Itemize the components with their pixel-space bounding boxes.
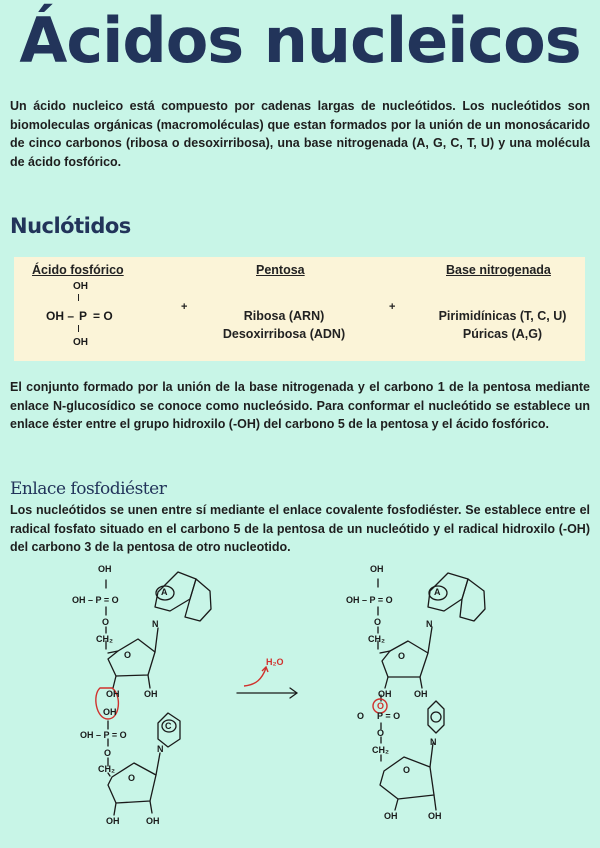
base-a-label: A <box>161 587 168 597</box>
right-oh-2: OH <box>378 689 392 699</box>
section-heading-fosfodiester: Enlace fosfodiéster <box>10 479 167 499</box>
left-ring-o: O <box>124 650 132 660</box>
formula-p: P <box>79 309 88 323</box>
formula-bond-bottom <box>78 325 79 332</box>
left-oh-2: OH <box>144 689 158 699</box>
base-pirimidinicas: Pirimidínicas (T, C, U) <box>438 309 567 323</box>
page-title: Ácidos nucleicos <box>19 4 581 77</box>
right-n-2: N <box>430 737 437 747</box>
right-ch2-2: CH₂ <box>372 745 389 755</box>
right-o-highlight: O <box>377 701 385 711</box>
section-heading-nucleotidos: Nuclótidos <box>10 214 131 238</box>
left-n-2: N <box>157 744 164 754</box>
right-ch2: CH₂ <box>368 634 385 644</box>
pentosa-list <box>210 307 358 343</box>
formula-oh-left: OH – <box>46 309 75 323</box>
left-oh-highlight: OH <box>103 707 117 717</box>
left-ch2: CH₂ <box>96 634 113 644</box>
left-ring-o-2: O <box>128 773 136 783</box>
right-n: N <box>426 619 433 629</box>
right-o-2: O <box>377 728 385 738</box>
right-o-left: O <box>357 711 365 721</box>
fosfodiester-paragraph: Los nucleótidos se unen entre sí mediante el enlace covalente fosfodiéster. Se establece entre el radical fosfato situado en el carbono 5 de la pentosa de un nucleótido y el radical hidroxilo (-OH) del carbono 3 de la pentosa de otro nucleotido. <box>10 503 590 554</box>
left-ch2-2: CH₂ <box>98 764 115 774</box>
formula-oh-bottom: OH <box>73 337 88 348</box>
right-oh-p-eq-o: OH – P = O <box>346 595 393 605</box>
bases-list <box>420 307 585 343</box>
right-o: O <box>374 617 382 627</box>
base-c-label: C <box>165 721 172 731</box>
left-oh-5: OH <box>146 816 160 826</box>
intro-paragraph: Un ácido nucleico está compuesto por cadenas largas de nucleótidos. Los nucleótidos son biomoleculas orgánicas (macromoléculas) que estan formados por la unión de un monosácarido de cinco carbonos (ribosa o desoxirribosa), una base nitrogenada (A, G, C, T, U) y una molécula de ácido fosfórico. <box>10 99 590 169</box>
left-oh-p-eq-o: OH – P = O <box>72 595 119 605</box>
pentosa-desoxirribosa: Desoxirribosa (ADN) <box>222 327 346 341</box>
left-oh-4: OH <box>106 816 120 826</box>
formula-bond-top <box>78 294 79 301</box>
fosfodiester-diagram <box>0 555 600 848</box>
col-header-acido: Ácido fosfórico <box>32 263 124 277</box>
pentosa-ribosa: Ribosa (ARN) <box>243 309 325 323</box>
right-oh-4: OH <box>384 811 398 821</box>
right-ring-o: O <box>398 651 406 661</box>
col-header-base: Base nitrogenada <box>446 263 551 277</box>
left-oh-p-eq-o-2: OH – P = O <box>80 730 127 740</box>
left-o-2: O <box>104 748 112 758</box>
left-o: O <box>102 617 110 627</box>
water-label: H₂O <box>266 657 284 667</box>
right-p-eq-o: P = O <box>377 711 401 721</box>
formula-oh-top: OH <box>73 281 88 292</box>
base-puricas: Púricas (A,G) <box>462 327 543 341</box>
right-oh-5: OH <box>428 811 442 821</box>
left-oh-3: OH <box>106 689 120 699</box>
left-oh-top: OH <box>98 564 112 574</box>
col-header-pentosa: Pentosa <box>256 263 305 277</box>
plus-sign-1: + <box>181 301 188 313</box>
left-n: N <box>152 619 159 629</box>
right-oh-3: OH <box>414 689 428 699</box>
nucleotide-paragraph: El conjunto formado por la unión de la base nitrogenada y el carbono 1 de la pentosa mediante enlace N-glucosídico se conoce como nucleósido. Para conformar el nucleótido se establece un enlace éster entre el grupo hidroxilo (-OH) del carbono 5 de la pentosa y el ácido fosfórico. <box>10 380 590 431</box>
components-table <box>14 257 585 361</box>
right-oh-top: OH <box>370 564 384 574</box>
plus-sign-2: + <box>389 301 396 313</box>
right-base-a-label: A <box>434 587 441 597</box>
right-ring-o-2: O <box>403 765 411 775</box>
formula-eq-o: = O <box>93 309 113 323</box>
